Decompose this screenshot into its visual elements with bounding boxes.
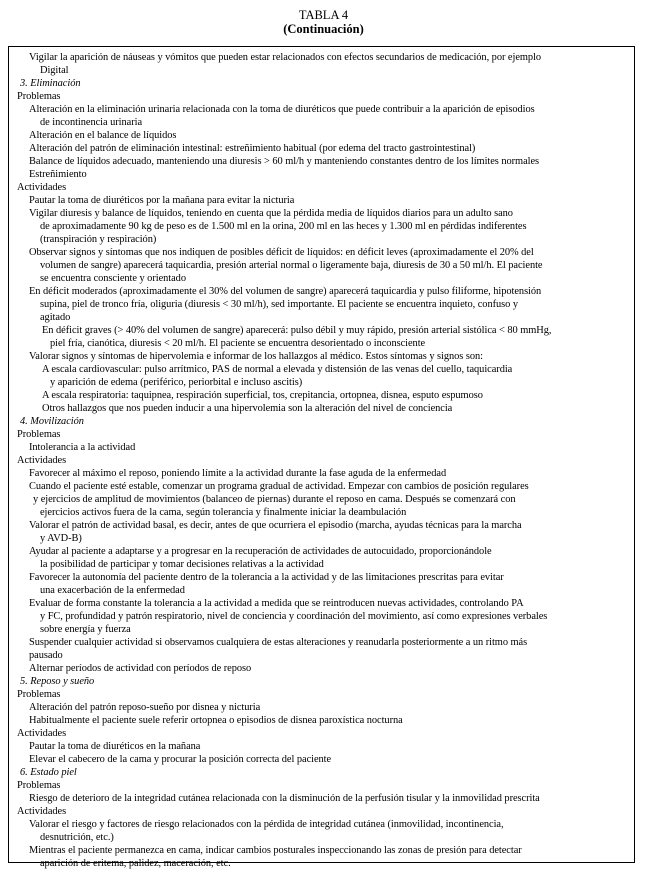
table-line: Alteración en la eliminación urinaria relacionada con la toma de diuréticos que puede contribuir a la aparición de episodios: [29, 104, 535, 115]
table-line: Alteración del patrón de eliminación intestinal: estreñimiento habitual (por edema del tracto gastrointestinal): [29, 143, 476, 154]
table-line: de aproximadamente 90 kg de peso es de 1.500 ml en la orina, 200 ml en las heces y 1.300 ml en pérdidas indiferentes: [40, 221, 527, 232]
table-line: Habitualmente el paciente suele referir ortopnea o episodios de disnea paroxística nocturna: [29, 715, 403, 726]
table-line: una exacerbación de la enfermedad: [40, 585, 185, 596]
table-title: TABLA 4: [298, 8, 349, 22]
table-line: y aparición de edema (periférico, periorbital e incluso ascitis): [50, 377, 303, 388]
table-line: agitado: [40, 312, 71, 323]
table-line: En déficit moderados (aproximadamente el 30% del volumen de sangre) aparecerá taquicardia y pulso filiforme, hipotensión: [29, 286, 542, 297]
table-line: Cuando el paciente esté estable, comenzar un programa gradual de actividad. Empezar con cambios de posición regulares: [29, 481, 529, 492]
table-line: Valorar el patrón de actividad basal, es decir, antes de que ocurriera el episodio (marcha, ayudas técnicas para la marcha: [29, 520, 522, 531]
table-line: En déficit graves (> 40% del volumen de sangre) aparecerá: pulso débil y muy rápido, presión arterial sistólica < 80 mmHg,: [42, 325, 552, 336]
table-line: Observar signos y síntomas que nos indiquen de posibles déficit de líquidos: en déficit leves (aproximadamente el 20% del: [29, 247, 534, 258]
table-line: Balance de líquidos adecuado, manteniendo una diuresis > 60 ml/h y manteniendo constantes dentro de los límites normales: [29, 156, 540, 167]
table-line: Otros hallazgos que nos pueden inducir a una hipervolemia son la alteración del nivel de conciencia: [42, 403, 453, 414]
table-line: Riesgo de deterioro de la integridad cutánea relacionada con la disminución de la perfusión tisular y la inmovilidad prescrita: [29, 793, 540, 804]
table-line: Valorar signos y síntomas de hipervolemia e informar de los hallazgos al médico. Estos síntomas y signos son:: [29, 351, 483, 362]
category-label: Actividades: [17, 806, 67, 817]
table-box: [8, 46, 635, 869]
section-heading: 5. Reposo y sueño: [20, 676, 95, 687]
table-line: Vigilar diuresis y balance de líquidos, teniendo en cuenta que la pérdida media de líquidos diarios para un adulto sano: [29, 208, 513, 219]
table-line: Pautar la toma de diuréticos en la mañana: [29, 741, 201, 752]
table-line: sobre energía y fuerza: [40, 624, 131, 635]
section-heading: 3. Eliminación: [20, 78, 81, 89]
table-line: pausado: [29, 650, 63, 661]
table-line: (transpiración y respiración): [40, 234, 157, 245]
table-line: desnutrición, etc.): [40, 832, 114, 843]
table-line: y ejercicios de amplitud de movimientos (balanceo de piernas) durante el reposo en cama. Después se comenzará con: [33, 494, 516, 505]
table-line: Favorecer la autonomía del paciente dentro de la tolerancia a la actividad y de las limitaciones prescritas para evitar: [29, 572, 504, 583]
category-label: Problemas: [17, 689, 61, 700]
table-line: la posibilidad de participar y tomar decisiones relativas a la actividad: [40, 559, 324, 570]
table-line: Pautar la toma de diuréticos por la mañana para evitar la nicturia: [29, 195, 295, 206]
table-subtitle: (Continuación): [283, 22, 364, 36]
table-line: volumen de sangre) aparecerá taquicardia, presión arterial normal o ligeramente baja, diuresis de 30 a 50 ml/h. El paciente: [40, 260, 543, 271]
table-line: Digital: [40, 65, 69, 76]
category-label: Actividades: [17, 728, 67, 739]
table-line: ejercicios activos fuera de la cama, según tolerancia y finalmente iniciar la deambulación: [40, 507, 407, 518]
table-line: supina, piel de tronco fría, oliguria (diuresis < 30 ml/h), sed importante. El paciente se encuentra inquieto, confuso y: [40, 299, 518, 310]
category-label: Actividades: [17, 182, 67, 193]
section-heading: 4. Movilización: [20, 416, 84, 427]
table-line: se encuentra consciente y orientado: [40, 273, 186, 284]
category-label: Problemas: [17, 780, 61, 791]
table-line: Mientras el paciente permanezca en cama, indicar cambios posturales inspeccionando las zonas de presión para detectar: [29, 845, 522, 856]
table-line: A escala cardiovascular: pulso arrítmico, PAS de normal a elevada y distensión de las venas del cuello, taquicardia: [42, 364, 513, 375]
table-line: aparición de eritema, palidez, maceración, etc.: [40, 858, 231, 869]
table-line: Valorar el riesgo y factores de riesgo relacionados con la pérdida de integridad cutánea (inmovilidad, incontinencia,: [29, 819, 504, 830]
table-line: Elevar el cabecero de la cama y procurar la posición correcta del paciente: [29, 754, 332, 765]
section-heading: 6. Estado piel: [20, 767, 77, 778]
table-line: Intolerancia a la actividad: [29, 442, 136, 453]
table-line: Alteración del patrón reposo-sueño por disnea y nicturia: [29, 702, 261, 713]
table-line: y FC, profundidad y patrón respiratorio, nivel de conciencia y coordinación del movimiento, así como expresiones verbales: [40, 611, 548, 622]
category-label: Problemas: [17, 91, 61, 102]
table-line: de incontinencia urinaria: [40, 117, 143, 128]
table-line: Vigilar la aparición de náuseas y vómitos que pueden estar relacionados con efectos secundarios de medicación, por ejemplo: [29, 52, 542, 63]
table-line: Suspender cualquier actividad si observamos cualquiera de estas alteraciones y reanudarla posteriormente a un ritmo más: [29, 637, 528, 648]
table-line: Ayudar al paciente a adaptarse y a progresar en la recuperación de actividades de autocuidado, proporcionándole: [29, 546, 492, 557]
category-label: Problemas: [17, 429, 61, 440]
table-line: Alteración en el balance de líquidos: [29, 130, 177, 141]
table-line: Evaluar de forma constante la tolerancia a la actividad a medida que se reintroducen nuevas actividades, controlando PA: [29, 598, 524, 609]
table-line: piel fría, cianótica, diuresis < 20 ml/h. El paciente se encuentra desorientado o inconsciente: [50, 338, 426, 349]
table-line: Favorecer al máximo el reposo, poniendo límite a la actividad durante la fase aguda de la enfermedad: [29, 468, 447, 479]
table-line: y AVD-B): [40, 533, 82, 544]
table-line: Alternar períodos de actividad con períodos de reposo: [29, 663, 252, 674]
table-line: Estreñimiento: [29, 169, 87, 180]
category-label: Actividades: [17, 455, 67, 466]
table-line: A escala respiratoria: taquipnea, respiración superficial, tos, crepitancia, ortopnea, disnea, esputo espumoso: [42, 390, 483, 401]
